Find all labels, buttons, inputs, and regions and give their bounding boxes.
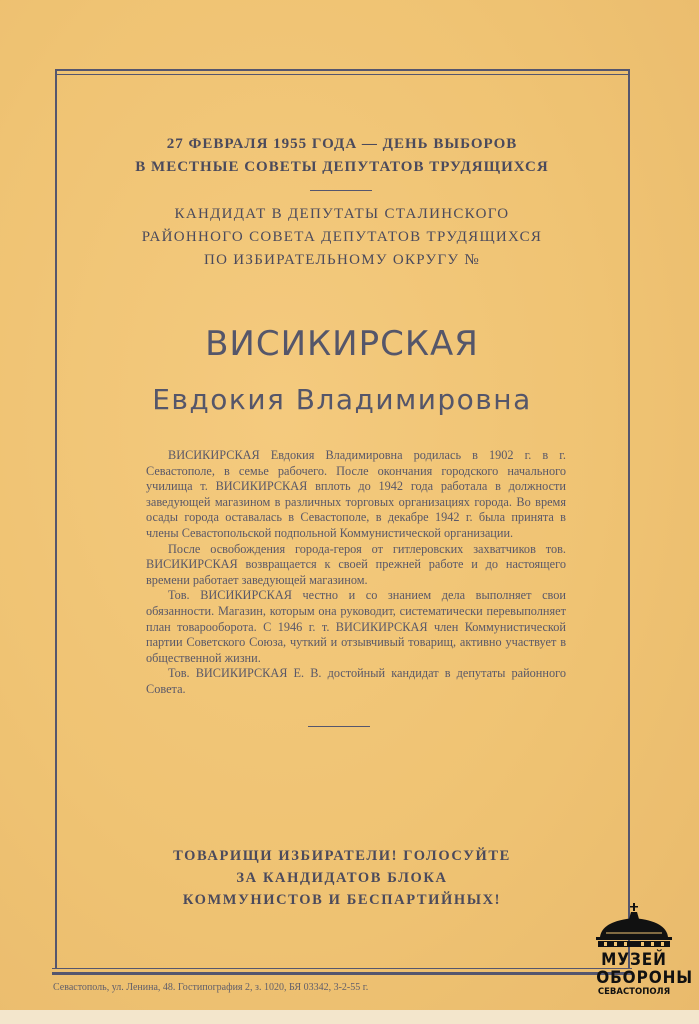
biography-paragraph: ВИСИКИРСКАЯ Евдокия Владимировна родилась в 1902 г. в г. Севастополе, в семье рабочего. После окончания городского начального училища т. ВИСИКИРСКАЯ вплоть до 1942 года работала в должности заведующей магазином в различных торговых организациях города. Во время осады города оставалась в Севастополе, в декабре 1942 г. была принята в члены Севастопольской подпольной Коммунистической организации. [146,448,566,540]
frame-bottom-outer [52,972,632,975]
biography-paragraph: Тов. ВИСИКИРСКАЯ Е. В. достойный кандидат в депутаты районного Совета. [146,666,566,696]
header-line-2: В МЕСТНЫЕ СОВЕТЫ ДЕПУТАТОВ ТРУДЯЩИХСЯ [135,159,549,175]
frame-bottom-inner [52,968,632,969]
frame-top-inner [56,74,630,75]
header-line-1: 27 ФЕВРАЛЯ 1955 ГОДА — ДЕНЬ ВЫБОРОВ [166,136,518,152]
slogan-line-2: ЗА КАНДИДАТОВ БЛОКА [236,870,448,886]
logo-text-line-1: МУЗЕЙ [601,950,667,970]
paper-edge [0,1010,699,1024]
divider-bottom [308,726,370,727]
candidacy-text [55,203,629,272]
slogan [55,845,629,911]
election-header [55,133,629,179]
candidacy-line-1: КАНДИДАТ В ДЕПУТАТЫ СТАЛИНСКОГО [174,206,510,222]
candidate-surname: ВИСИКИРСКАЯ [205,324,479,364]
museum-dome-icon [592,903,676,947]
divider-top [310,190,372,191]
biography-paragraph: После освобождения города-героя от гитлеровских захватчиков тов. ВИСИКИРСКАЯ возвращается к своей прежней работе и до настоящего времени работает заведующей магазином. [146,541,566,587]
candidate-given-names: Евдокия Владимировна [152,383,532,416]
biography [146,448,566,698]
frame-top-outer [56,69,630,71]
candidacy-line-3: ПО ИЗБИРАТЕЛЬНОМУ ОКРУГУ № [203,252,480,268]
logo-text-line-3: СЕВАСТОПОЛЯ [597,987,671,997]
slogan-line-1: ТОВАРИЩИ ИЗБИРАТЕЛИ! ГОЛОСУЙТЕ [173,848,511,864]
museum-logo [592,903,694,1011]
candidacy-line-2: РАЙОННОГО СОВЕТА ДЕПУТАТОВ ТРУДЯЩИХСЯ [141,229,543,245]
logo-text-line-2: ОБОРОНЫ [596,968,694,988]
slogan-line-3: КОММУНИСТОВ И БЕСПАРТИЙНЫХ! [182,892,502,908]
biography-paragraph: Тов. ВИСИКИРСКАЯ честно и со знанием дела выполняет свои обязанности. Магазин, которым она руководит, систематически перевыполняет план товарооборота. С 1946 г. т. ВИСИКИРСКАЯ член Коммунистической партии Советского Союза, чуткий и отзывчивый товарищ, активно участвует в общественной жизни. [146,588,566,665]
printer-imprint: Севастополь, ул. Ленина, 48. Гостипография 2, з. 1020, БЯ 03342, 3-2-55 г. [53,982,369,993]
